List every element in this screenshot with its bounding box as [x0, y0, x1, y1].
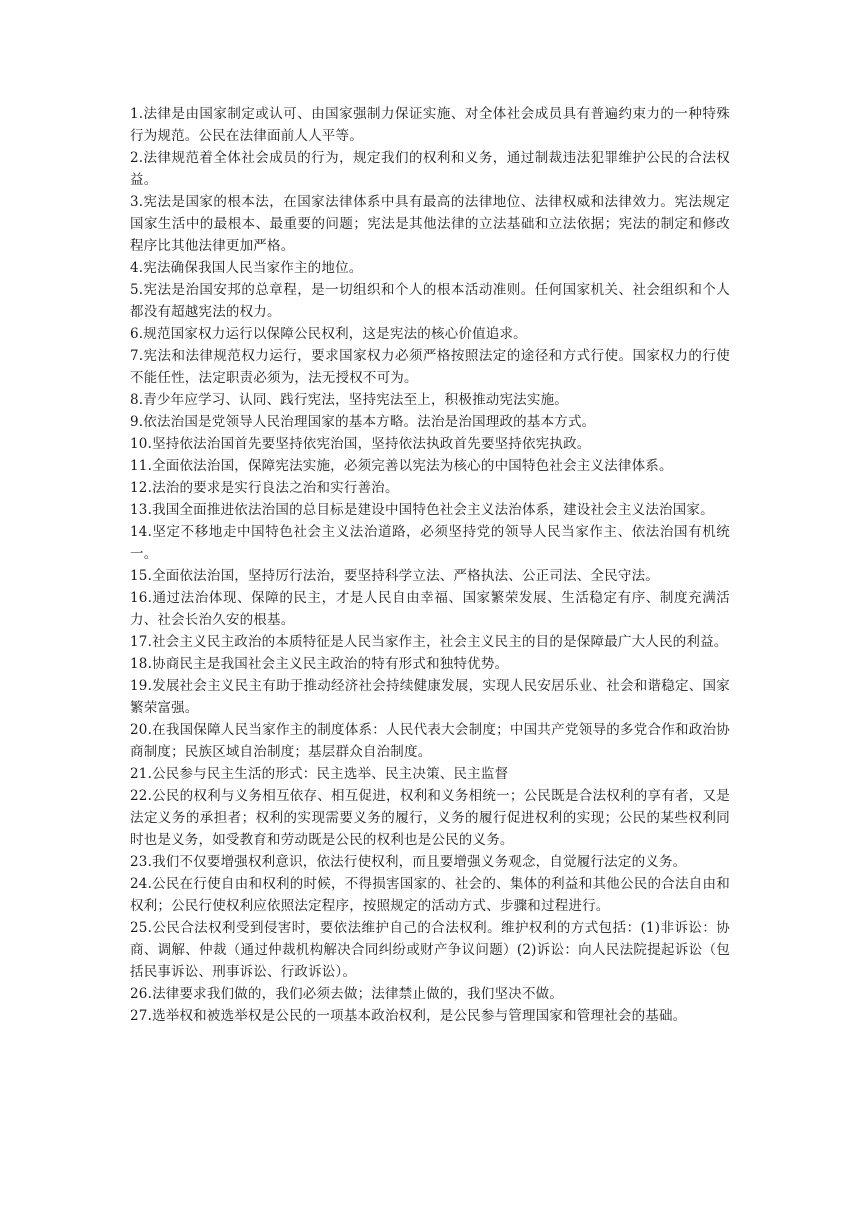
- list-item: 10.坚持依法治国首先要坚持依宪治国，坚持依法执政首先要坚持依宪执政。: [130, 436, 591, 452]
- list-item: 18.协商民主是我国社会主义民主政治的特有形式和独特优势。: [130, 656, 509, 672]
- list-item: 19.发展社会主义民主有助于推动经济社会持续健康发展，实现人民安居乐业、社会和谐稳定、国家繁荣富强。: [130, 678, 730, 716]
- list-item: 6.规范国家权力运行以保障公民权利，这是宪法的核心价值追求。: [130, 326, 527, 342]
- list-item: 5.宪法是治国安邦的总章程，是一切组织和个人的根本活动准则。任何国家机关、社会组织和个人都没有超越宪法的权力。: [130, 282, 730, 320]
- list-item: 24.公民在行使自由和权利的时候，不得损害国家的、社会的、集体的利益和其他公民的合法自由和权利；公民行使权利应依照法定程序，按照规定的活动方式、步骤和过程进行。: [130, 876, 730, 914]
- list-item: 13.我国全面推进依法治国的总目标是建设中国特色社会主义法治体系，建设社会主义法治国家。: [130, 502, 714, 518]
- list-item: 25.公民合法权利受到侵害时，要依法维护自己的合法权利。维护权利的方式包括：(1)非诉讼：协商、调解、仲裁（通过仲裁机构解决合同纠纷或财产争议问题）(2)诉讼：向人民法院提起诉讼（包括民事诉讼、刑事诉讼、行政诉讼）。: [130, 920, 730, 980]
- list-item: 14.坚定不移地走中国特色社会主义法治道路，必须坚持党的领导人民当家作主、依法治国有机统一。: [130, 524, 730, 562]
- list-item: 11.全面依法治国，保障宪法实施，必须完善以宪法为核心的中国特色社会主义法律体系。: [130, 458, 673, 474]
- list-item: 2.法律规范着全体社会成员的行为，规定我们的权利和义务，通过制裁违法犯罪维护公民的合法权益。: [130, 150, 730, 188]
- document-body: [130, 103, 730, 1027]
- list-item: 12.法治的要求是实行良法之治和实行善治。: [130, 480, 399, 496]
- list-item: 26.法律要求我们做的，我们必须去做；法律禁止做的，我们坚决不做。: [130, 986, 564, 1002]
- list-item: 3.宪法是国家的根本法，在国家法律体系中具有最高的法律地位、法律权威和法律效力。宪法规定国家生活中的最根本、最重要的问题；宪法是其他法律的立法基础和立法依据；宪法的制定和修改程序比其他法律更加严格。: [130, 194, 730, 254]
- list-item: 15.全面依法治国，坚持厉行法治，要坚持科学立法、严格执法、公正司法、全民守法。: [130, 568, 659, 584]
- list-item: 27.选举权和被选举权是公民的一项基本政治权利，是公民参与管理国家和管理社会的基础。: [130, 1008, 687, 1024]
- list-item: 17.社会主义民主政治的本质特征是人民当家作主，社会主义民主的目的是保障最广大人民的利益。: [130, 634, 728, 650]
- list-item: 1.法律是由国家制定或认可、由国家强制力保证实施、对全体社会成员具有普遍约束力的一种特殊行为规范。公民在法律面前人人平等。: [130, 106, 730, 144]
- list-item: 20.在我国保障人民当家作主的制度体系：人民代表大会制度；中国共产党领导的多党合作和政治协商制度；民族区域自治制度；基层群众自治制度。: [130, 722, 730, 760]
- list-item: 21.公民参与民主生活的形式：民主选举、民主决策、民主监督: [130, 766, 509, 782]
- list-item: 22.公民的权利与义务相互依存、相互促进，权利和义务相统一；公民既是合法权利的享有者，又是法定义务的承担者；权利的实现需要义务的履行，义务的履行促进权利的实现；公民的某些权利同时也是义务，如受教育和劳动既是公民的权利也是公民的义务。: [130, 788, 730, 848]
- list-item: 23.我们不仅要增强权利意识，依法行使权利，而且要增强义务观念，自觉履行法定的义务。: [130, 854, 687, 870]
- list-item: 9.依法治国是党领导人民治理国家的基本方略。法治是治国理政的基本方式。: [130, 414, 596, 430]
- list-item: 4.宪法确保我国人民当家作主的地位。: [130, 260, 363, 276]
- list-item: 7.宪法和法律规范权力运行，要求国家权力必须严格按照法定的途径和方式行使。国家权力的行使不能任性，法定职责必须为，法无授权不可为。: [130, 348, 730, 386]
- list-item: 8.青少年应学习、认同、践行宪法，坚持宪法至上，积极推动宪法实施。: [130, 392, 568, 408]
- list-item: 16.通过法治体现、保障的民主，才是人民自由幸福、国家繁荣发展、生活稳定有序、制度充满活力、社会长治久安的根基。: [130, 590, 730, 628]
